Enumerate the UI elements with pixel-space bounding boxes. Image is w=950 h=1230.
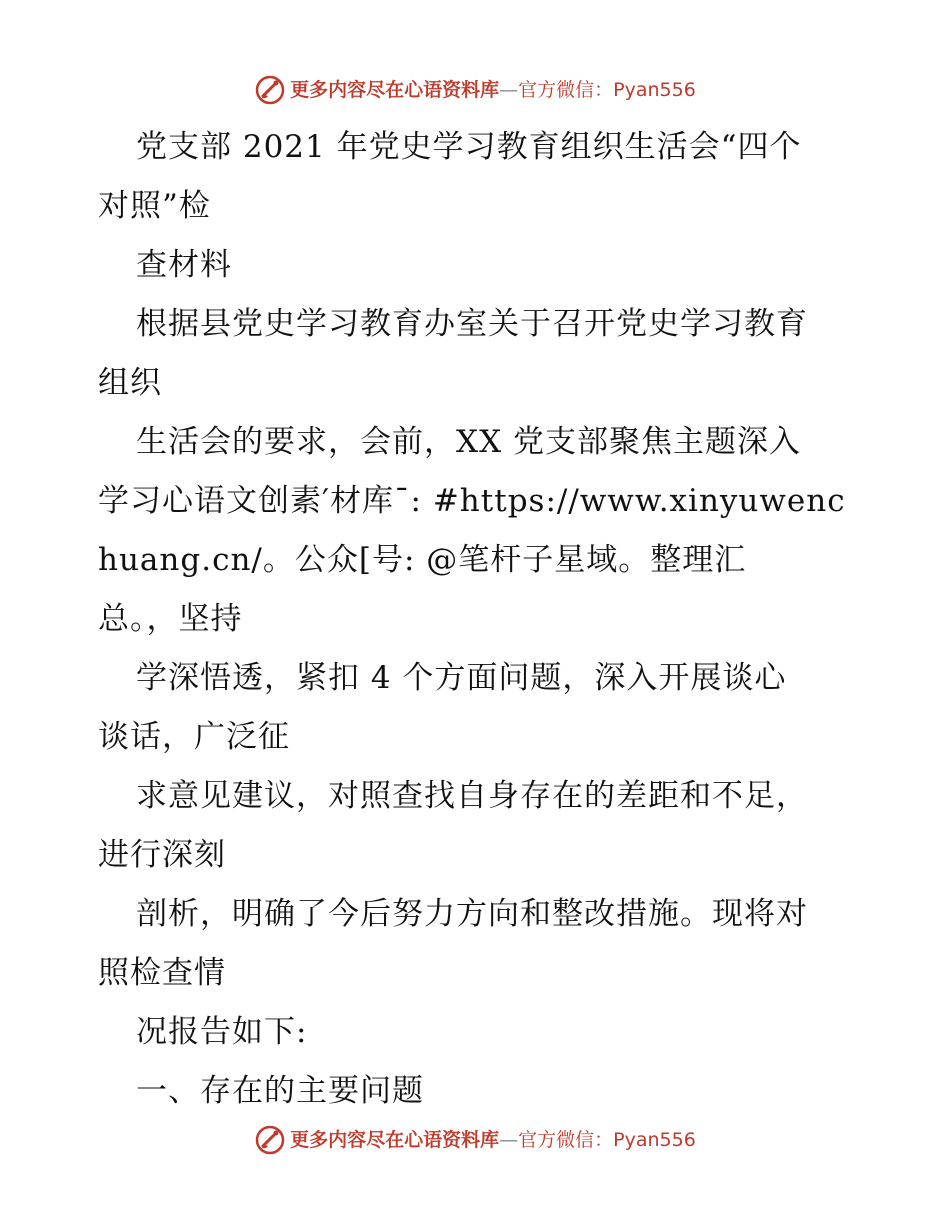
header-watermark-banner — [0, 73, 950, 107]
document-line: 进行深刻 — [98, 837, 226, 873]
document-line: 剖析，明确了今后努力方向和整改措施。现将对 — [136, 896, 808, 932]
brush-logo-icon — [254, 74, 286, 106]
section-heading: 一、存在的主要问题 — [136, 1073, 424, 1109]
document-line: 根据县党史学习教育办室关于召开党史学习教育 — [136, 306, 808, 342]
document-line: 对照”检 — [98, 188, 211, 224]
document-line: 谈话，广泛征 — [98, 719, 290, 755]
document-line: 况报告如下: — [136, 1014, 308, 1050]
footer-banner-main-text: 更多内容尽在心语资料库 — [290, 1129, 500, 1151]
document-line: 组织 — [98, 365, 162, 401]
header-banner-wechat-text: 官方微信：Pyan556 — [518, 79, 696, 101]
document-line: 照检查情 — [98, 955, 226, 991]
footer-banner-wechat-text: 官方微信：Pyan556 — [518, 1129, 696, 1151]
document-line: 求意见建议，对照查找自身存在的差距和不足， — [136, 778, 808, 814]
footer-banner-separator: — — [499, 1129, 519, 1151]
brush-logo-icon — [254, 1124, 286, 1156]
header-banner-main-text: 更多内容尽在心语资料库 — [290, 79, 500, 101]
header-banner-separator: — — [499, 79, 519, 101]
document-line: 总。，坚持 — [98, 601, 243, 637]
document-line: 党支部 2021 年党史学习教育组织生活会“四个 — [136, 129, 802, 165]
document-line: 查材料 — [136, 247, 232, 283]
document-body — [98, 118, 868, 1121]
document-line: 学深悟透，紧扣 4 个方面问题，深入开展谈心 — [136, 660, 787, 696]
document-line: 生活会的要求，会前，XX 党支部聚焦主题深入 — [136, 424, 801, 460]
footer-watermark-banner — [0, 1123, 950, 1157]
document-line: huang.cn/。公众[号: @笔杆子星域。整理汇 — [98, 542, 747, 578]
document-line: 学习心语文创素′材库¯: #https://www.xinyuwenc — [98, 483, 846, 519]
